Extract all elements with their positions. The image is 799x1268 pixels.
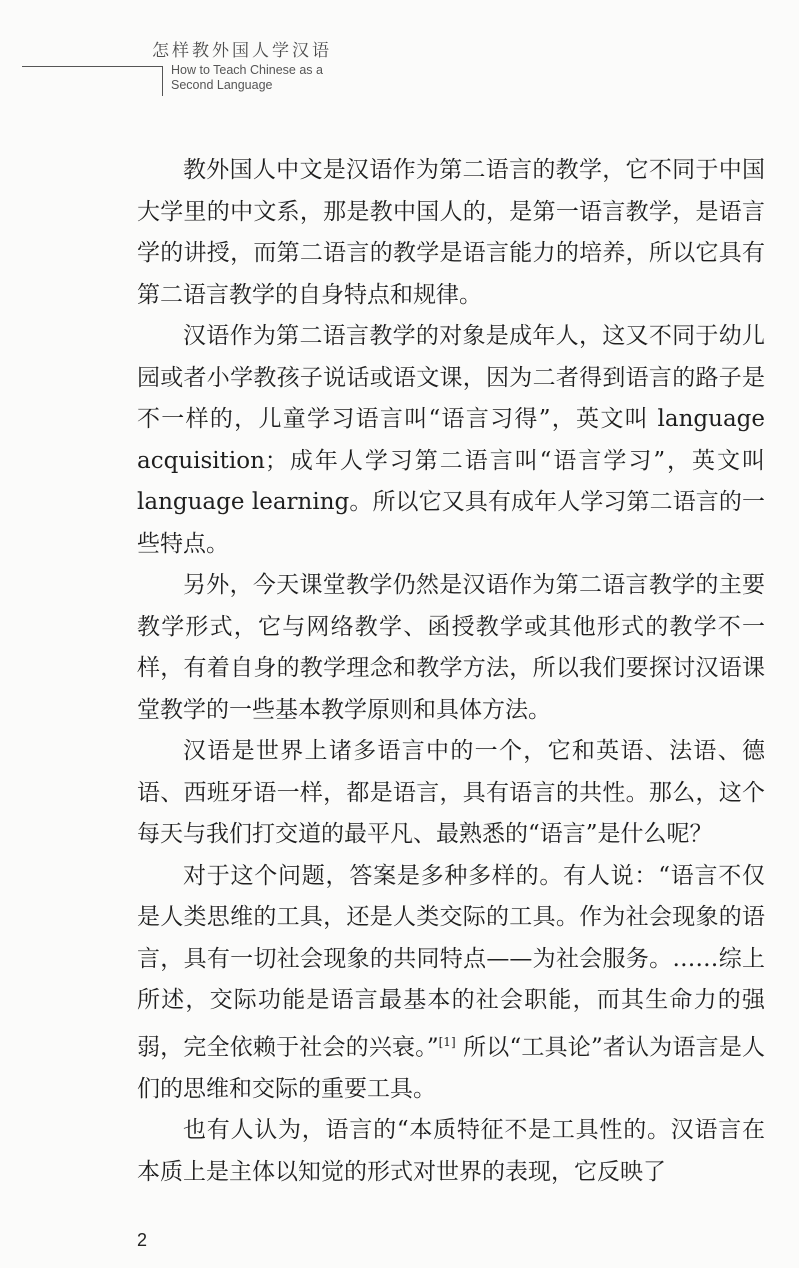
book-subtitle <box>171 63 391 93</box>
subtitle-line-1: How to Teach Chinese as a <box>171 63 323 77</box>
subtitle-line-2: Second Language <box>171 78 273 92</box>
paragraph-3: 另外，今天课堂教学仍然是汉语作为第二语言教学的主要教学形式，它与网络教学、函授教学或其他形式的教学不一样，有着自身的教学理念和教学方法，所以我们要探讨汉语课堂教学的一些基本教学原则和具体方法。 <box>137 572 765 723</box>
header-divider <box>162 66 163 96</box>
quote-conclusion: 所以“工具论”者认为语言是人们的思维和交际的重要工具。 <box>137 1034 765 1102</box>
page-number: 2 <box>137 1230 148 1250</box>
quote-text: 对于这个问题，答案是多种多样的。有人说：“语言不仅是人类思维的工具，还是人类交际的工具。作为社会现象的语言，具有一切社会现象的共同特点——为社会服务。……综上所述，交际功能是语言最基本的社会职能，而其生命力的强弱，完全依赖于社会的兴衰。” <box>137 862 765 1061</box>
footnote-reference[interactable]: [1] <box>438 1034 456 1049</box>
book-title: 怎样教外国人学汉语 <box>152 41 332 61</box>
paragraph-2: 汉语作为第二语言教学的对象是成年人，这又不同于幼儿园或者小学教孩子说话或语文课，因为二者得到语言的路子是不一样的，儿童学习语言叫“语言习得”，英文叫 language acquisition；成年人学习第二语言叫“语言学习”，英文叫 language learning。所以它又具有成年人学习第二语言的一些特点。 <box>137 323 765 557</box>
paragraph-4: 汉语是世界上诸多语言中的一个，它和英语、法语、德语、西班牙语一样，都是语言，具有语言的共性。那么，这个每天与我们打交道的最平凡、最熟悉的“语言”是什么呢？ <box>137 738 765 847</box>
running-header <box>0 0 799 110</box>
body-text <box>137 150 765 1193</box>
paragraph-1: 教外国人中文是汉语作为第二语言的教学，它不同于中国大学里的中文系，那是教中国人的，是第一语言教学，是语言学的讲授，而第二语言的教学是语言能力的培养，所以它具有第二语言教学的自身特点和规律。 <box>137 157 765 308</box>
paragraph-6: 也有人认为，语言的“本质特征不是工具性的。汉语言在本质上是主体以知觉的形式对世界的表现，它反映了 <box>137 1117 765 1185</box>
header-rule <box>22 66 162 67</box>
paragraph-5 <box>137 856 765 1111</box>
